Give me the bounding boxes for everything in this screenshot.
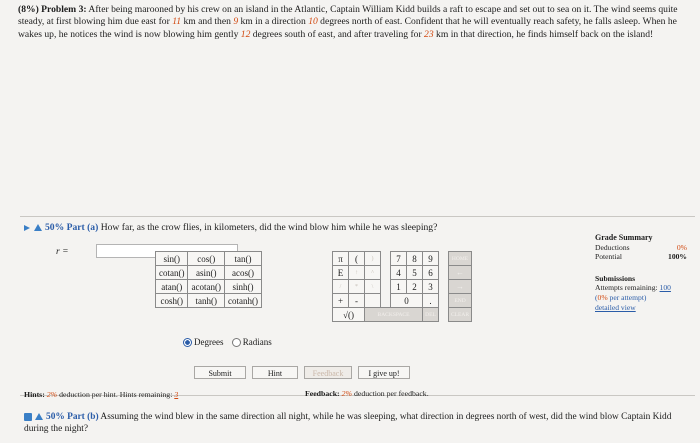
key-9[interactable]: 9 <box>423 252 439 266</box>
degrees-radio[interactable] <box>183 338 192 347</box>
right-paren-button[interactable]: ) <box>365 252 381 266</box>
backspace-button[interactable]: BACKSPACE <box>365 308 423 322</box>
hints-text: deduction per hint. Hints remaining: <box>57 390 173 399</box>
problem-label: (8%) Problem 3: <box>18 4 87 15</box>
degrees-label: Degrees <box>194 337 224 347</box>
slash-button[interactable]: / <box>333 280 349 294</box>
feedback-info <box>305 389 429 398</box>
problem-text: degrees north of east. Confident that he will eventually reach safety, he falls asleep. When he wakes up, he notices the wind is now blowing him gently <box>18 16 677 40</box>
dot-button[interactable]: . <box>423 294 439 308</box>
cos-button[interactable]: cos() <box>188 252 224 266</box>
part-a-label: Part (a) <box>66 222 99 233</box>
hints-pct: 2% <box>46 390 58 399</box>
grade-summary: Grade Summary Deductions 0% Potential 100% Submissions Attempts remaining: 100 (0% per attempt) detailed view <box>595 233 687 312</box>
up-arrow-button[interactable]: ↑ <box>349 266 365 280</box>
right-arrow-button[interactable]: → <box>449 280 472 294</box>
key-4[interactable]: 4 <box>391 266 407 280</box>
feedback-pct: 2% <box>341 389 353 398</box>
problem-text: km and then <box>181 16 234 28</box>
backslash-button[interactable]: \ <box>365 280 381 294</box>
function-keypad <box>155 251 262 308</box>
hints-remaining: 3 <box>174 390 179 399</box>
end-button[interactable]: END <box>449 294 472 308</box>
key-7[interactable]: 7 <box>391 252 407 266</box>
part-b-label: Part (b) <box>67 412 99 422</box>
pi-button[interactable]: π <box>333 252 349 266</box>
plus-button[interactable]: + <box>333 294 349 308</box>
potential-label: Potential <box>595 252 622 262</box>
hints-info <box>24 390 178 399</box>
e-button[interactable]: E <box>333 266 349 280</box>
detailed-view-link[interactable]: detailed view <box>595 302 636 312</box>
key-0[interactable]: 0 <box>391 294 423 308</box>
south-of-east-angle: 12 <box>240 28 251 40</box>
checkbox-icon[interactable] <box>24 413 32 421</box>
answer-variable: r = <box>56 247 69 257</box>
tanh-button[interactable]: tanh() <box>188 294 224 308</box>
part-a-panel <box>20 216 695 399</box>
radians-label: Radians <box>242 337 272 347</box>
numeric-keypad <box>332 251 472 322</box>
part-b-question: Assuming the wind blew in the same direction all night, while he was sleeping, what direction in degrees north of west, did the wind blow Captain Kidd during the night? <box>24 412 672 434</box>
delete-button[interactable]: DEL <box>423 308 439 322</box>
cotan-button[interactable]: cotan() <box>156 266 188 280</box>
key-3[interactable]: 3 <box>423 280 439 294</box>
key-2[interactable]: 2 <box>407 280 423 294</box>
asin-button[interactable]: asin() <box>188 266 224 280</box>
angle-mode <box>183 337 272 347</box>
minus-button[interactable]: - <box>349 294 365 308</box>
acos-button[interactable]: acos() <box>224 266 261 280</box>
submit-button[interactable]: Submit <box>194 366 246 379</box>
caret-button[interactable]: ^ <box>365 266 381 280</box>
left-arrow-button[interactable]: ← <box>449 266 472 280</box>
feedback-label: Feedback: <box>305 389 340 398</box>
part-b-weight: 50% <box>46 412 65 422</box>
final-distance: 23 <box>424 28 434 40</box>
hints-label: Hints: <box>24 390 45 399</box>
left-paren-button[interactable]: ( <box>349 252 365 266</box>
key-6[interactable]: 6 <box>423 266 439 280</box>
attempts-label: Attempts remaining: <box>595 283 658 293</box>
home-button[interactable]: HOME <box>449 252 472 266</box>
attempts-value: 100 <box>659 283 671 293</box>
warning-icon <box>34 224 42 231</box>
atan-button[interactable]: atan() <box>156 280 188 294</box>
key-1[interactable]: 1 <box>391 280 407 294</box>
east-distance: 11 <box>172 16 182 28</box>
deductions-label: Deductions <box>595 242 630 252</box>
acotan-button[interactable]: acotan() <box>188 280 224 294</box>
give-up-button[interactable]: I give up! <box>358 366 410 379</box>
deductions-value: 0% <box>676 242 687 252</box>
hint-button[interactable]: Hint <box>252 366 298 379</box>
play-icon[interactable] <box>24 225 30 231</box>
potential-value: 100% <box>668 252 687 262</box>
key-5[interactable]: 5 <box>407 266 423 280</box>
problem-text: After being marooned by his crew on an island in the Atlantic, Captain William Kidd builds a raft to escape and set out to sea on it. The wind seems quite steady, at first blowing him due east for <box>18 4 678 28</box>
cosh-button[interactable]: cosh() <box>156 294 188 308</box>
sinh-button[interactable]: sinh() <box>224 280 261 294</box>
warning-icon <box>35 413 43 420</box>
problem-text: km in that direction, he finds himself back on the island! <box>433 28 654 40</box>
problem-statement <box>18 4 690 41</box>
sqrt-button[interactable]: √() <box>333 308 365 322</box>
sin-button[interactable]: sin() <box>156 252 188 266</box>
second-distance: 9 <box>233 16 239 28</box>
problem-text: degrees south of east, and after traveling for <box>250 28 425 40</box>
problem-text: km in a direction <box>238 16 309 28</box>
per-attempt-pct: 0% <box>597 292 608 302</box>
feedback-text: deduction per feedback. <box>352 389 429 398</box>
clear-button[interactable]: CLEAR <box>449 308 472 322</box>
grade-summary-title: Grade Summary <box>595 233 653 242</box>
part-a-heading <box>24 222 437 233</box>
per-attempt-label: per attempt) <box>607 292 647 302</box>
part-a-weight: 50% <box>45 222 65 233</box>
north-of-east-angle: 10 <box>308 16 318 28</box>
submissions-label: Submissions <box>595 273 636 283</box>
key-8[interactable]: 8 <box>407 252 423 266</box>
star-button[interactable]: * <box>349 280 365 294</box>
part-b-heading <box>24 412 690 436</box>
radians-radio[interactable] <box>232 338 241 347</box>
part-a-question: How far, as the crow flies, in kilometers, did the wind blow him while he was sleeping? <box>98 222 438 233</box>
tan-button[interactable]: tan() <box>224 252 261 266</box>
feedback-button[interactable]: Feedback <box>304 366 352 379</box>
cotanh-button[interactable]: cotanh() <box>224 294 261 308</box>
